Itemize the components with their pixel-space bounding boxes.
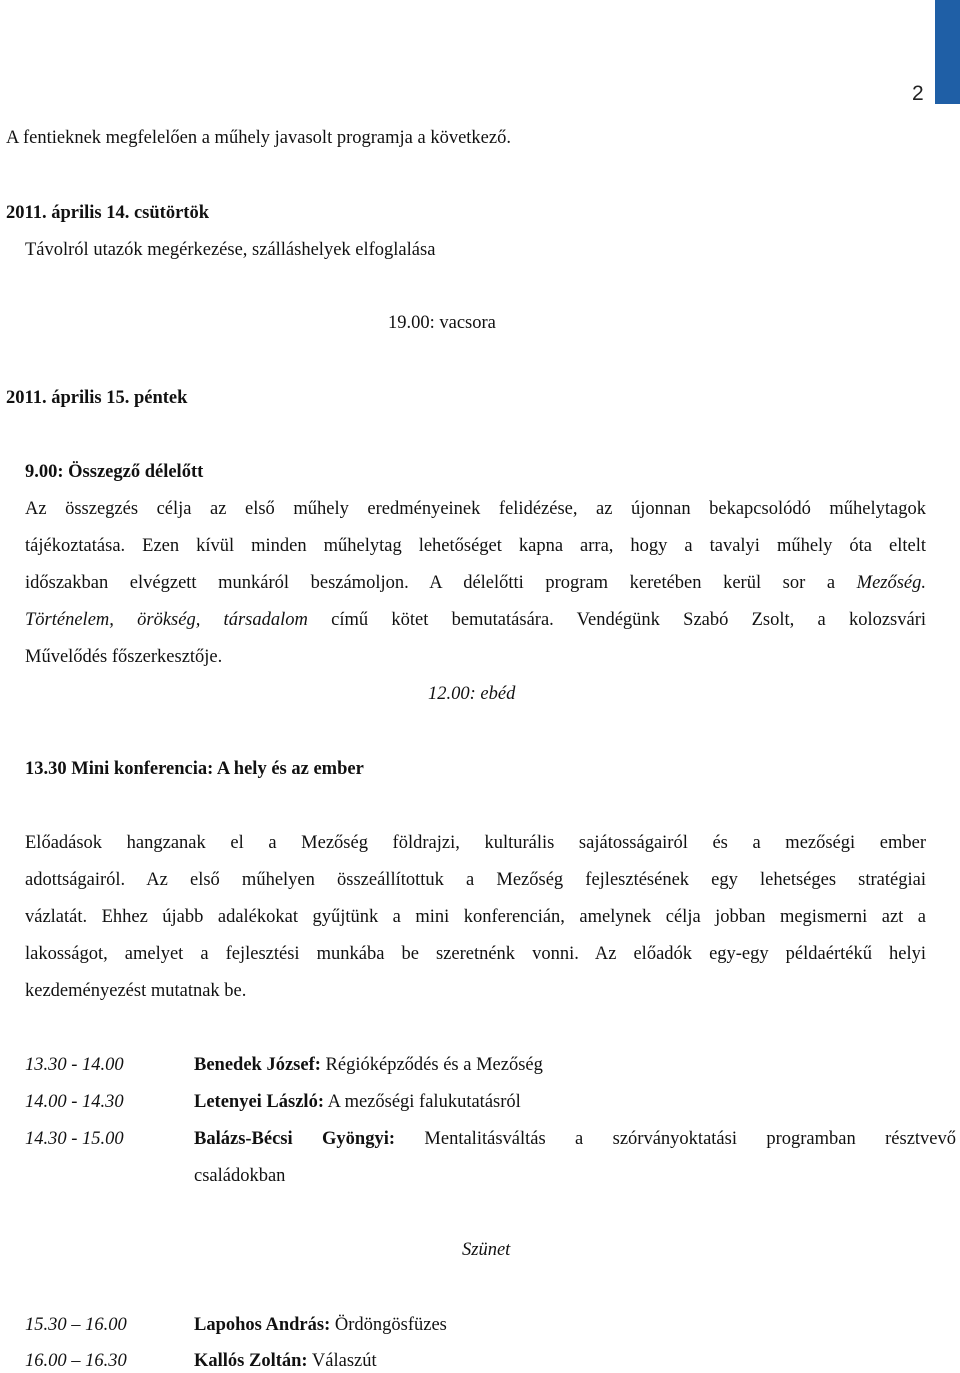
talk-speaker: Lapohos András: <box>194 1315 331 1335</box>
talk-title: Mentalitásváltás a szórványoktatási programban résztvevő <box>424 1129 957 1149</box>
para1-line1: Az összegzés célja az első műhely eredményeinek felidézése, az újonnan bekapcsolódó műhelytagok <box>25 499 926 519</box>
talk-title: A mezőségi falukutatásról <box>327 1092 521 1112</box>
talk-time: 13.30 - 14.00 <box>25 1055 124 1075</box>
accent-bar <box>935 0 960 104</box>
morning-heading: 9.00: Összegző délelőtt <box>25 462 204 482</box>
para1-line2: tájékoztatása. Ezen kívül minden műhelytag lehetőséget kapna arra, hogy a tavalyi műhely óta eltelt <box>25 536 926 556</box>
para1-line5: Művelődés főszerkesztője. <box>25 647 223 667</box>
talk-speaker: Balázs-Bécsi Gyöngyi: <box>194 1129 396 1149</box>
book-title-part1: Mezőség. <box>856 573 927 593</box>
talk-entry <box>194 1315 447 1336</box>
para1-line3: időszakban elvégzett munkáról beszámoljon. A délelőtti program keretében kerül sor a Mezőség. <box>25 573 927 593</box>
para2-line5: kezdeményezést mutatnak be. <box>25 981 247 1001</box>
para2-line2: adottságairól. Az első műhelyen összeállítottuk a Mezőség fejlesztésének egy lehetséges stratégiai <box>25 870 926 890</box>
talk-time: 15.30 – 16.00 <box>25 1315 127 1335</box>
talk-time: 16.00 – 16.30 <box>25 1351 127 1371</box>
page-number: 2 <box>912 82 924 105</box>
para2-line4: lakosságot, amelyet a fejlesztési munkába be szeretnénk vonni. Az előadók egy-egy példaértékű helyi <box>25 944 926 964</box>
para1-line4: Történelem, örökség, társadalom című kötet bemutatására. Vendégünk Szabó Zsolt, a kolozsvári <box>25 610 927 630</box>
talk-title-continued: családokban <box>194 1166 286 1186</box>
talk-title: Ördöngösfüzes <box>334 1315 447 1335</box>
talk-entry <box>194 1092 521 1113</box>
book-title-part2: Történelem, örökség, társadalom <box>25 610 308 630</box>
break-label: Szünet <box>462 1240 511 1260</box>
intro-text: A fentieknek megfelelően a műhely javasolt programja a következő. <box>6 128 511 148</box>
talk-entry <box>194 1129 956 1150</box>
day1-date: 2011. április 14. csütörtök <box>6 203 209 223</box>
day2-date: 2011. április 15. péntek <box>6 388 188 408</box>
talk-title: Régióképződés és a Mezőség <box>325 1055 543 1075</box>
talk-time: 14.00 - 14.30 <box>25 1092 124 1112</box>
talk-title: Válaszút <box>311 1351 377 1371</box>
talk-speaker: Benedek József: <box>194 1055 321 1075</box>
talk-time: 14.30 - 15.00 <box>25 1129 124 1149</box>
para2-line3: vázlatát. Ehhez újabb adalékokat gyűjtünk a mini konferencián, amelynek célja jobban megismerni azt a <box>25 907 926 927</box>
talk-speaker: Letenyei László: <box>194 1092 324 1112</box>
conference-heading: 13.30 Mini konferencia: A hely és az ember <box>25 759 364 779</box>
talk-entry <box>194 1351 377 1372</box>
para2-line1: Előadások hangzanak el a Mezőség földrajzi, kulturális sajátosságairól és a mezőségi ember <box>25 833 926 853</box>
day1-dinner: 19.00: vacsora <box>388 313 496 333</box>
day1-arrival: Távolról utazók megérkezése, szálláshelyek elfoglalása <box>25 240 436 260</box>
talk-speaker: Kallós Zoltán: <box>194 1351 308 1371</box>
talk-entry <box>194 1055 543 1076</box>
lunch: 12.00: ebéd <box>428 684 516 704</box>
